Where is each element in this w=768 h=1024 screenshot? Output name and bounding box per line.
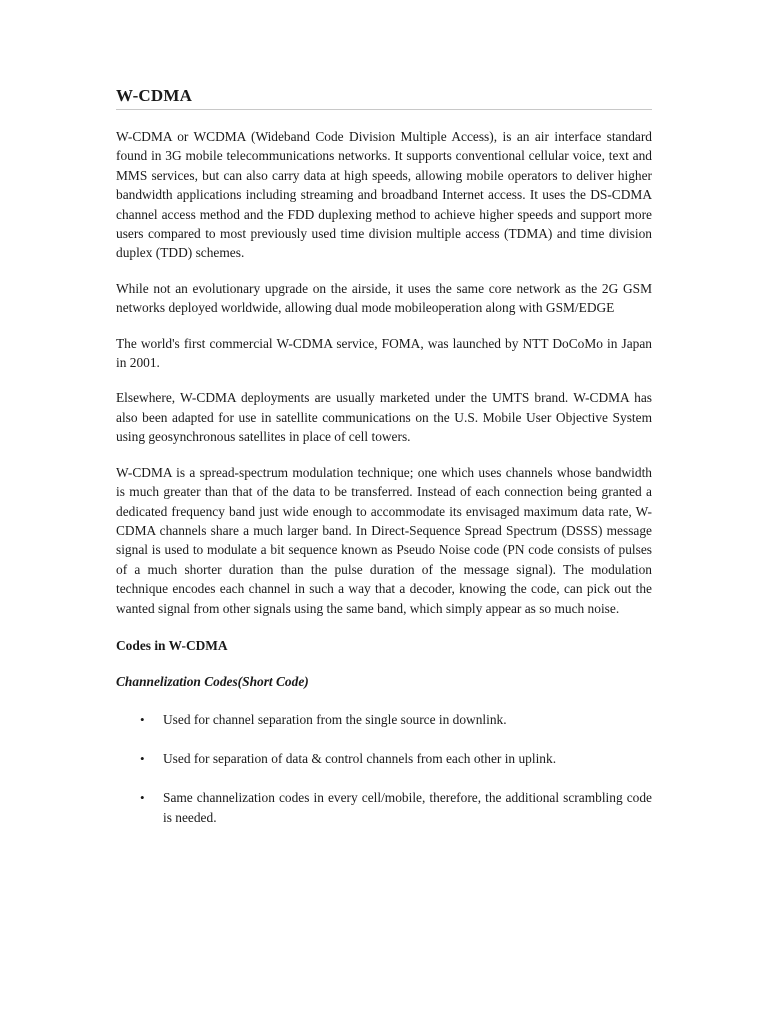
paragraph-umts: Elsewhere, W-CDMA deployments are usually marketed under the UMTS brand. W-CDMA has also been adapted for use in satellite communications on the U.S. Mobile User Objective System using geosynchronous satellites in place of cell towers. bbox=[116, 390, 652, 445]
subsection-heading-channelization: Channelization Codes(Short Code) bbox=[116, 673, 309, 689]
document-title: W-CDMA bbox=[116, 86, 652, 110]
paragraph-first-service: The world's first commercial W-CDMA service, FOMA, was launched by NTT DoCoMo in Japan in 2001. bbox=[116, 335, 652, 371]
list-item bbox=[116, 788, 652, 828]
list-item-text: Same channelization codes in every cell/mobile, therefore, the additional scrambling code is needed. bbox=[163, 789, 652, 825]
document-page bbox=[116, 86, 652, 828]
paragraph-spread-spectrum: W-CDMA is a spread-spectrum modulation technique; one which uses channels whose bandwidth is much greater than that of the data to be transferred. Instead of each connection being granted a dedicated frequency band just wide enough to accommodate its envisaged maximum data rate, W-CDMA channels share a much larger band. In Direct-Sequence Spread Spectrum (DSSS) message signal is used to modulate a bit sequence known as Pseudo Noise code (PN code consists of pulses of a much shorter duration than the pulse duration of the message signal). The modulation technique encodes each channel in such a way that a decoder, knowing the code, can pick out the wanted signal from other signals using the same band, which simply appear as so much noise. bbox=[116, 464, 652, 616]
list-item-text: Used for separation of data & control channels from each other in uplink. bbox=[163, 750, 557, 766]
bullet-icon: • bbox=[140, 711, 145, 727]
list-item-text: Used for channel separation from the single source in downlink. bbox=[163, 711, 507, 727]
list-item bbox=[116, 749, 652, 769]
paragraph-intro: W-CDMA or WCDMA (Wideband Code Division Multiple Access), is an air interface standard found in 3G mobile telecommunications networks. It supports conventional cellular voice, text and MMS services, but can also carry data at high speeds, allowing mobile operators to deliver higher bandwidth applications including streaming and broadband Internet access. It uses the DS-CDMA channel access method and the FDD duplexing method to achieve higher speeds and support more users compared to most previously used time division multiple access (TDMA) and time division duplex (TDD) schemes. bbox=[116, 129, 652, 261]
section-heading-codes: Codes in W-CDMA bbox=[116, 637, 228, 653]
paragraph-core-network: While not an evolutionary upgrade on the airside, it uses the same core network as the 2G GSM networks deployed worldwide, allowing dual mode mobileoperation along with GSM/EDGE bbox=[116, 280, 652, 316]
bullet-list bbox=[116, 710, 652, 828]
list-item bbox=[116, 710, 652, 730]
bullet-icon: • bbox=[140, 789, 145, 805]
bullet-icon: • bbox=[140, 750, 145, 766]
